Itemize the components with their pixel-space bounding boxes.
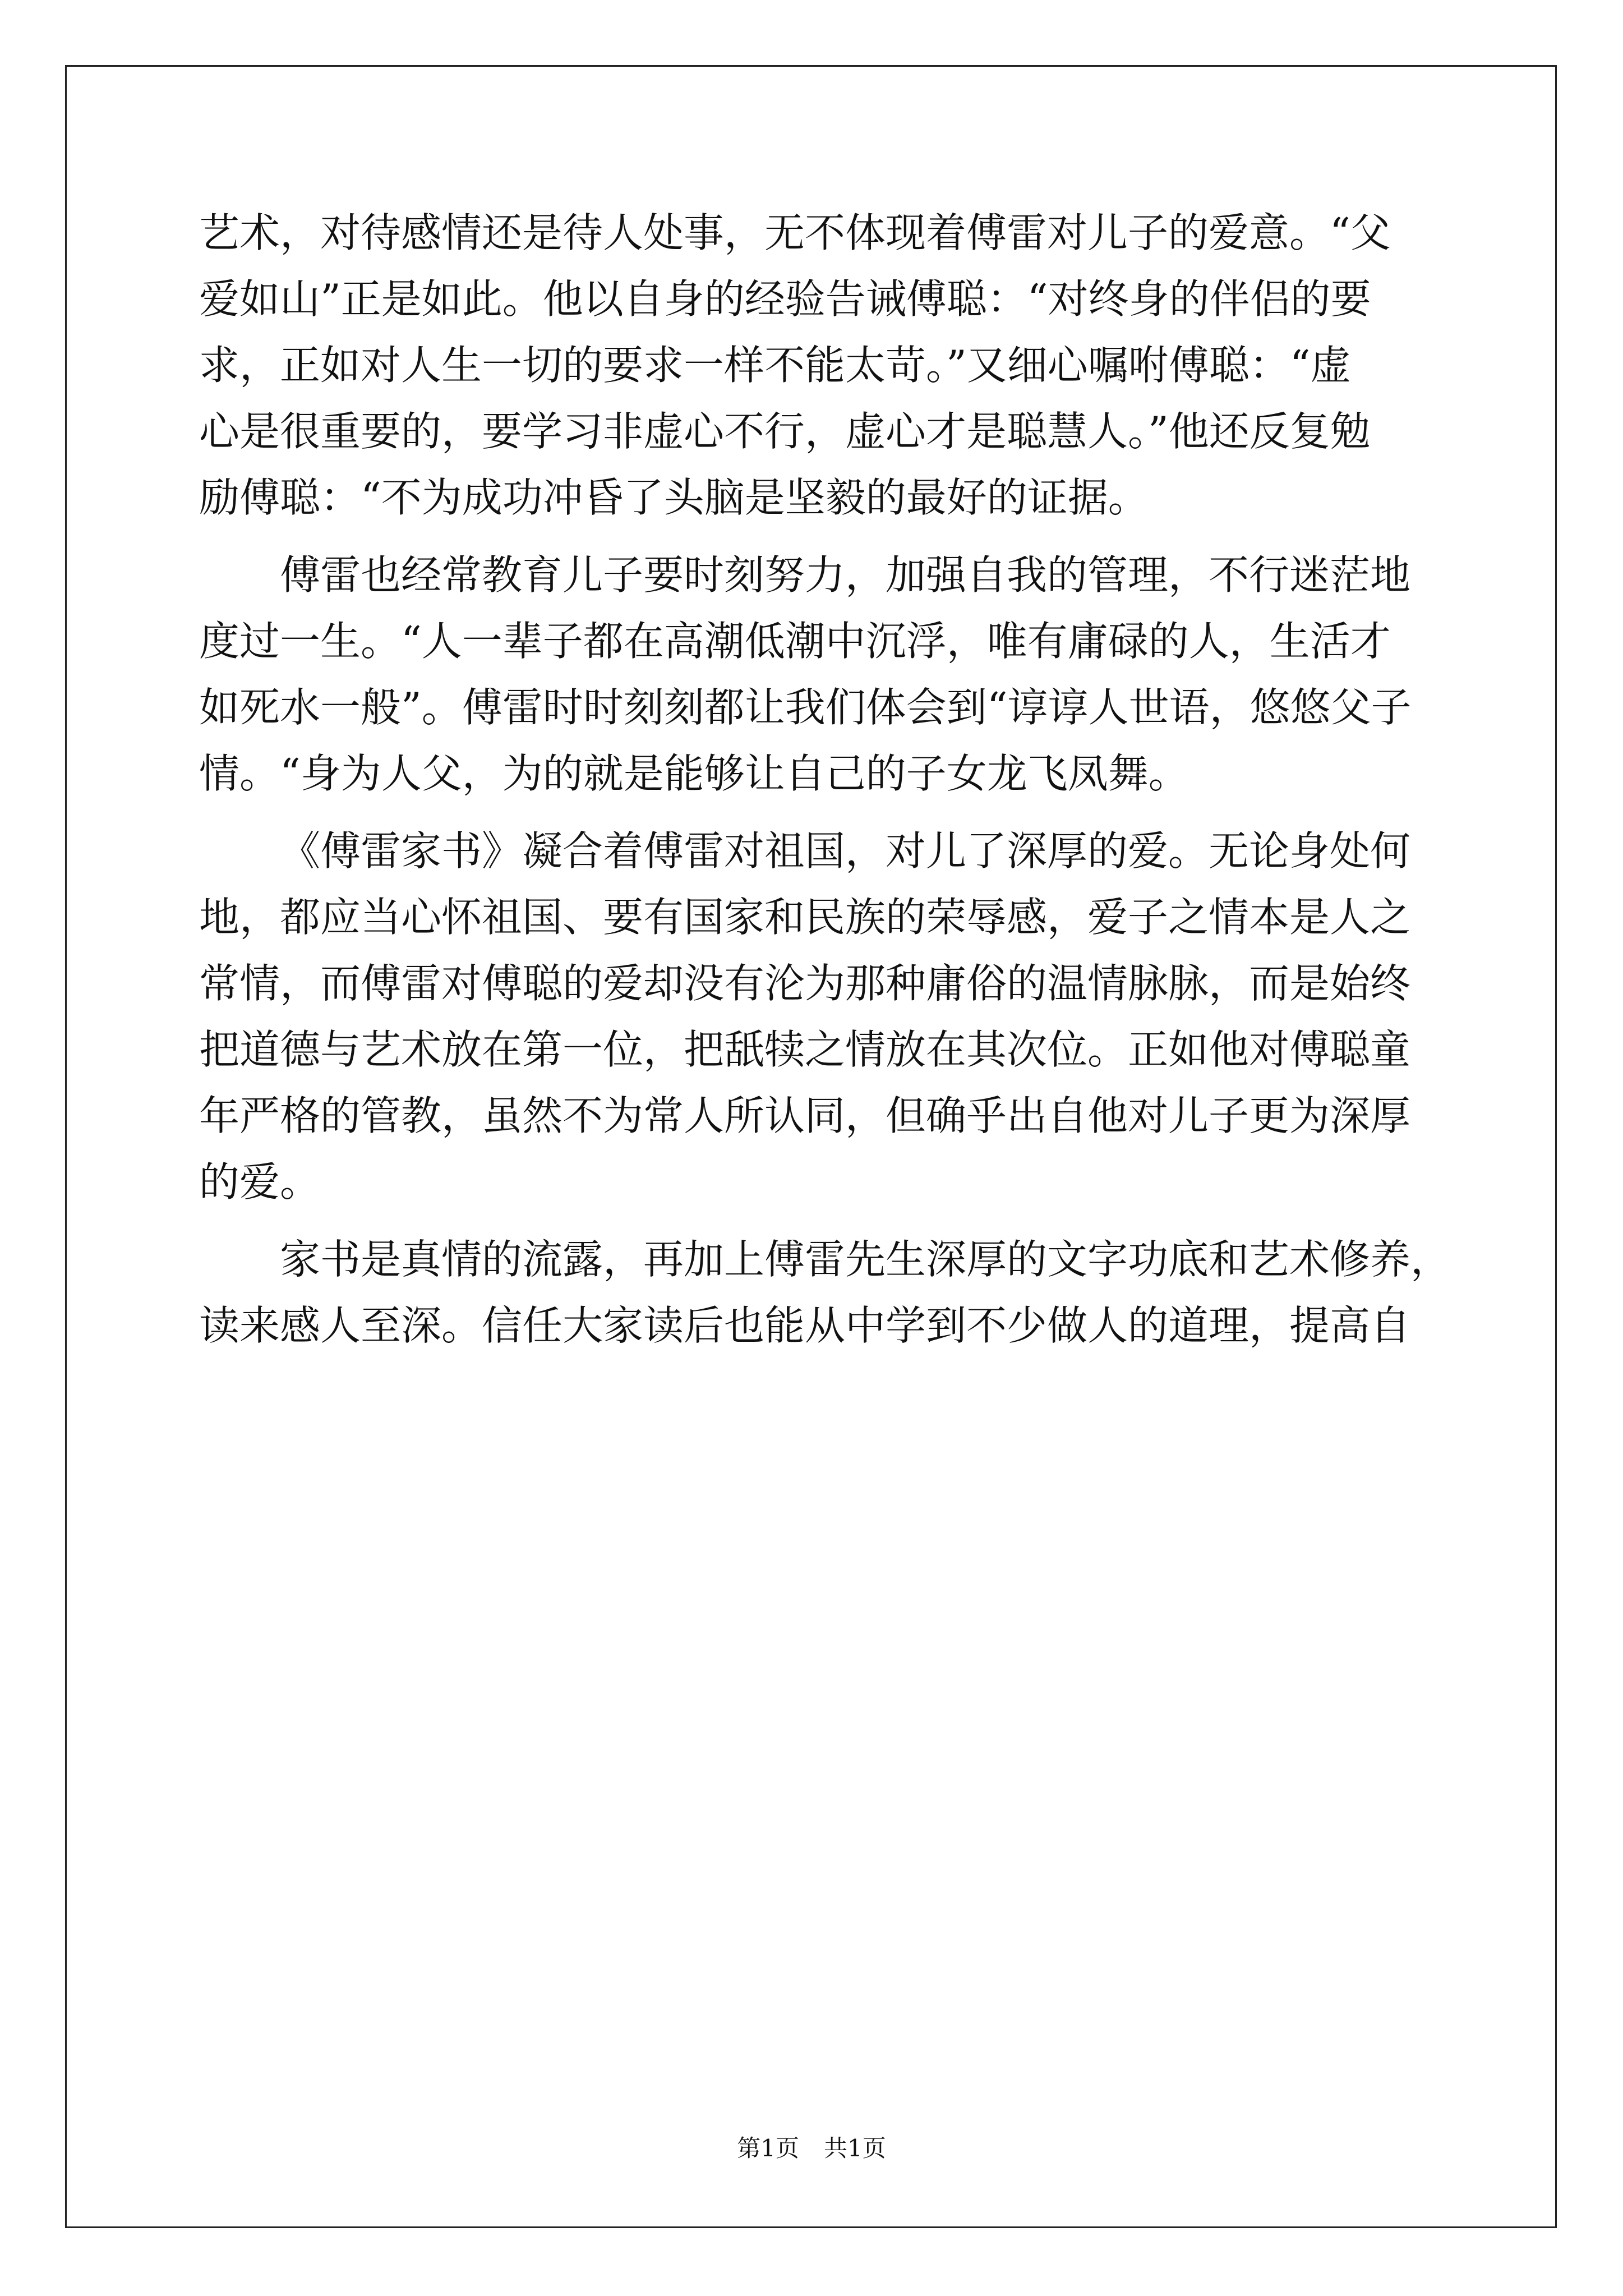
paragraph-1-line-4: 心是很重要的，要学习非虚心不行，虚心才是聪慧人。”他还反复勉 (199, 408, 1371, 455)
paragraph-1-line-5: 励傅聪：“不为成功冲昏了头脑是坚毅的最好的证据。 (199, 474, 1149, 521)
paragraph-1-line-1: 艺术，对待感情还是待人处事，无不体现着傅雷对儿子的爱意。“父 (199, 209, 1391, 256)
paragraph-4-line-1: 家书是真情的流露，再加上傅雷先生深厚的文字功底和艺术修养， (280, 1236, 1451, 1283)
paragraph-4-line-2: 读来感人至深。信任大家读后也能从中学到不少做人的道理，提高自 (199, 1302, 1411, 1349)
paragraph-1-line-3: 求，正如对人生一切的要求一样不能太苛。”又细心嘱咐傅聪：“虚 (199, 342, 1351, 389)
paragraph-2-line-1: 傅雷也经常教育儿子要时刻努力，加强自我的管理，不行迷茫地 (280, 551, 1411, 599)
paragraph-2-line-4: 情。“身为人父，为的就是能够让自己的子女龙飞凤舞。 (199, 750, 1189, 797)
paragraph-2-line-3: 如死水一般”。傅雷时时刻刻都让我们体会到“谆谆人世语，悠悠父子 (199, 684, 1412, 731)
page-footer (0, 2132, 1623, 2165)
page-number-label: 第1页 (737, 2134, 799, 2162)
paragraph-3-line-1: 《傅雷家书》凝合着傅雷对祖国，对儿了深厚的爱。无论身处何 (280, 827, 1411, 875)
paragraph-3-line-5: 年严格的管教，虽然不为常人所认同，但确乎出自他对儿子更为深厚 (199, 1092, 1411, 1139)
paragraph-3-line-3: 常情，而傅雷对傅聪的爱却没有沦为那种庸俗的温情脉脉，而是始终 (199, 960, 1411, 1007)
paragraph-3-line-4: 把道德与艺术放在第一位，把舐犊之情放在其次位。正如他对傅聪童 (199, 1026, 1411, 1073)
paragraph-3-line-2: 地，都应当心怀祖国、要有国家和民族的荣辱感，爱子之情本是人之 (199, 894, 1411, 941)
total-pages-label: 共1页 (824, 2134, 886, 2162)
paragraph-2-line-2: 度过一生。“人一辈子都在高潮低潮中沉浮，唯有庸碌的人，生活才 (199, 618, 1391, 665)
paragraph-3-line-6: 的爱。 (199, 1158, 321, 1205)
paragraph-1-line-2: 爱如山”正是如此。他以自身的经验告诫傅聪：“对终身的伴侣的要 (199, 275, 1371, 323)
